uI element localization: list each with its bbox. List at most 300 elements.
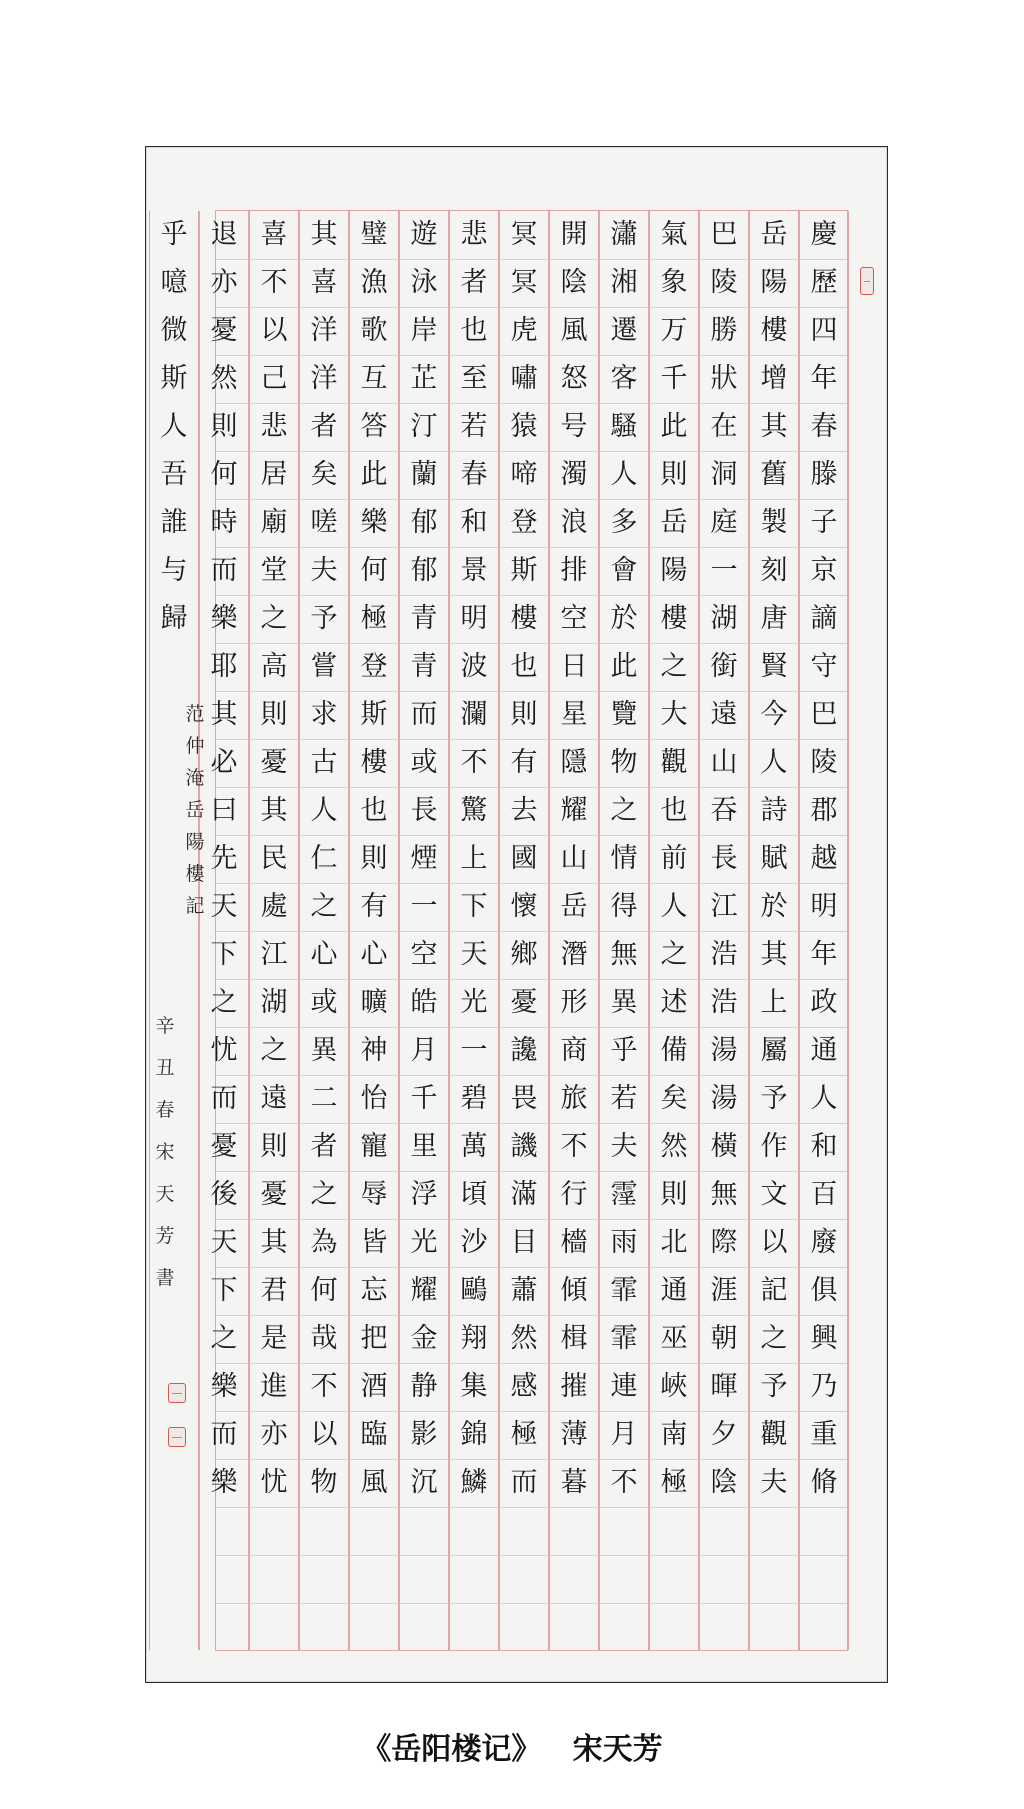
calligraphy-char: 不 (460, 747, 488, 778)
calligraphy-char: 矣 (660, 1083, 688, 1114)
signature-date-char: 書 (155, 1267, 175, 1289)
signature-title-char: 記 (185, 895, 205, 917)
calligraphy-char: 耶 (210, 651, 238, 682)
calligraphy-char: 歌 (360, 315, 388, 346)
signature-title-char: 仲 (185, 735, 205, 757)
calligraphy-char: 鄉 (510, 939, 538, 970)
calligraphy-char: 雨 (610, 1227, 638, 1258)
calligraphy-char: 泳 (410, 267, 438, 298)
calligraphy-char: 忘 (360, 1275, 388, 1306)
calligraphy-char: 異 (610, 987, 638, 1018)
calligraphy-char: 連 (610, 1371, 638, 1402)
calligraphy-char: 虎 (510, 315, 538, 346)
calligraphy-char: 人 (610, 459, 638, 490)
calligraphy-char: 嗟 (310, 507, 338, 538)
calligraphy-char: 必 (210, 747, 238, 778)
calligraphy-char: 大 (660, 699, 688, 730)
calligraphy-char: 增 (760, 363, 788, 394)
calligraphy-char: 把 (360, 1323, 388, 1354)
calligraphy-char: 耀 (560, 795, 588, 826)
calligraphy-char: 年 (810, 363, 838, 394)
calligraphy-char: 或 (410, 747, 438, 778)
calligraphy-char: 高 (260, 651, 288, 682)
calligraphy-char: 岸 (410, 315, 438, 346)
calligraphy-char: 己 (260, 363, 288, 394)
calligraphy-char: 下 (210, 1275, 238, 1306)
calligraphy-char: 金 (410, 1323, 438, 1354)
calligraphy-char: 誰 (160, 507, 188, 538)
calligraphy-char: 開 (560, 219, 588, 250)
calligraphy-char: 不 (310, 1371, 338, 1402)
calligraphy-char: 政 (810, 987, 838, 1018)
calligraphy-char: 岳 (760, 219, 788, 250)
calligraphy-char: 則 (660, 1179, 688, 1210)
calligraphy-char: 樓 (360, 747, 388, 778)
calligraphy-char: 陽 (660, 555, 688, 586)
calligraphy-char: 廢 (810, 1227, 838, 1258)
calligraphy-char: 在 (710, 411, 738, 442)
calligraphy-char: 堂 (260, 555, 288, 586)
calligraphy-char: 勝 (710, 315, 738, 346)
calligraphy-char: 青 (410, 651, 438, 682)
calligraphy-char: 然 (510, 1323, 538, 1354)
signature-seal-stamp-2 (168, 1427, 186, 1447)
signature-date-char: 春 (155, 1099, 175, 1121)
calligraphy-char: 風 (360, 1467, 388, 1498)
calligraphy-char: 氣 (660, 219, 688, 250)
calligraphy-char: 猿 (510, 411, 538, 442)
calligraphy-char: 江 (710, 891, 738, 922)
calligraphy-char: 此 (660, 411, 688, 442)
calligraphy-char: 嘗 (310, 651, 338, 682)
calligraphy-char: 予 (310, 603, 338, 634)
calligraphy-char: 錦 (460, 1419, 488, 1450)
calligraphy-char: 樂 (210, 603, 238, 634)
calligraphy-char: 之 (310, 891, 338, 922)
calligraphy-char: 記 (760, 1275, 788, 1306)
calligraphy-char: 長 (710, 843, 738, 874)
calligraphy-char: 怡 (360, 1083, 388, 1114)
calligraphy-char: 斯 (510, 555, 538, 586)
calligraphy-char: 一 (710, 555, 738, 586)
calligraphy-char: 或 (310, 987, 338, 1018)
calligraphy-char: 懷 (510, 891, 538, 922)
calligraphy-char: 陵 (710, 267, 738, 298)
calligraphy-char: 冥 (510, 219, 538, 250)
calligraphy-char: 千 (660, 363, 688, 394)
calligraphy-char: 忧 (260, 1467, 288, 1498)
calligraphy-char: 岳 (560, 891, 588, 922)
calligraphy-char: 其 (260, 795, 288, 826)
calligraphy-char: 檣 (560, 1227, 588, 1258)
calligraphy-char: 号 (560, 411, 588, 442)
calligraphy-char: 瀾 (460, 699, 488, 730)
calligraphy-char: 不 (560, 1131, 588, 1162)
calligraphy-char: 頃 (460, 1179, 488, 1210)
calligraphy-char: 嘯 (510, 363, 538, 394)
calligraphy-char: 屬 (760, 1035, 788, 1066)
calligraphy-char: 越 (810, 843, 838, 874)
signature-date-char: 天 (155, 1183, 175, 1205)
calligraphy-char: 巴 (710, 219, 738, 250)
calligraphy-char: 而 (410, 699, 438, 730)
calligraphy-char: 影 (410, 1419, 438, 1450)
calligraphy-char: 陽 (760, 267, 788, 298)
calligraphy-char: 會 (610, 555, 638, 586)
calligraphy-char: 此 (360, 459, 388, 490)
calligraphy-char: 蘭 (410, 459, 438, 490)
calligraphy-char: 汀 (410, 411, 438, 442)
calligraphy-char: 目 (510, 1227, 538, 1258)
calligraphy-char: 集 (460, 1371, 488, 1402)
calligraphy-char: 脩 (810, 1467, 838, 1498)
signature-date-char: 宋 (155, 1141, 175, 1163)
calligraphy-char: 象 (660, 267, 688, 298)
calligraphy-char: 浪 (560, 507, 588, 538)
calligraphy-char: 歸 (160, 603, 188, 634)
calligraphy-char: 空 (410, 939, 438, 970)
calligraphy-char: 微 (160, 315, 188, 346)
calligraphy-char: 青 (410, 603, 438, 634)
calligraphy-char: 乎 (160, 219, 188, 250)
calligraphy-char: 郁 (410, 555, 438, 586)
calligraphy-char: 唐 (760, 603, 788, 634)
calligraphy-char: 至 (460, 363, 488, 394)
calligraphy-char: 日 (560, 651, 588, 682)
calligraphy-char: 際 (710, 1227, 738, 1258)
calligraphy-char: 啼 (510, 459, 538, 490)
calligraphy-char: 悲 (460, 219, 488, 250)
calligraphy-char: 人 (160, 411, 188, 442)
calligraphy-char: 狀 (710, 363, 738, 394)
calligraphy-char: 山 (560, 843, 588, 874)
calligraphy-char: 先 (210, 843, 238, 874)
calligraphy-char: 与 (160, 555, 188, 586)
calligraphy-char: 製 (760, 507, 788, 538)
calligraphy-char: 俱 (810, 1275, 838, 1306)
calligraphy-char: 天 (460, 939, 488, 970)
calligraphy-char: 作 (760, 1131, 788, 1162)
calligraphy-char: 若 (610, 1083, 638, 1114)
calligraphy-char: 進 (260, 1371, 288, 1402)
calligraphy-char: 處 (260, 891, 288, 922)
calligraphy-char: 之 (210, 987, 238, 1018)
calligraphy-char: 明 (460, 603, 488, 634)
calligraphy-char: 情 (610, 843, 638, 874)
calligraphy-char: 君 (260, 1275, 288, 1306)
calligraphy-char: 光 (410, 1227, 438, 1258)
calligraphy-char: 明 (810, 891, 838, 922)
calligraphy-char: 子 (810, 507, 838, 538)
calligraphy-char: 辱 (360, 1179, 388, 1210)
calligraphy-char: 吾 (160, 459, 188, 490)
calligraphy-char: 此 (610, 651, 638, 682)
calligraphy-char: 則 (260, 699, 288, 730)
calligraphy-char: 上 (760, 987, 788, 1018)
calligraphy-char: 忧 (210, 1035, 238, 1066)
calligraphy-char: 退 (210, 219, 238, 250)
calligraphy-char: 寵 (360, 1131, 388, 1162)
calligraphy-char: 樂 (210, 1371, 238, 1402)
calligraphy-char: 翔 (460, 1323, 488, 1354)
calligraphy-char: 巫 (660, 1323, 688, 1354)
calligraphy-char: 賦 (760, 843, 788, 874)
calligraphy-char: 夕 (710, 1419, 738, 1450)
calligraphy-char: 湯 (710, 1083, 738, 1114)
calligraphy-char: 浩 (710, 987, 738, 1018)
calligraphy-char: 於 (760, 891, 788, 922)
calligraphy-char: 暮 (560, 1467, 588, 1498)
calligraphy-char: 樓 (510, 603, 538, 634)
calligraphy-char: 神 (360, 1035, 388, 1066)
calligraphy-char: 人 (760, 747, 788, 778)
calligraphy-char: 畏 (510, 1083, 538, 1114)
calligraphy-char: 長 (410, 795, 438, 826)
calligraphy-char: 怒 (560, 363, 588, 394)
calligraphy-char: 興 (810, 1323, 838, 1354)
calligraphy-char: 波 (460, 651, 488, 682)
calligraphy-char: 者 (460, 267, 488, 298)
calligraphy-char: 斯 (160, 363, 188, 394)
calligraphy-char: 二 (310, 1083, 338, 1114)
calligraphy-char: 譏 (510, 1131, 538, 1162)
calligraphy-char: 仁 (310, 843, 338, 874)
calligraphy-char: 求 (310, 699, 338, 730)
calligraphy-char: 洋 (310, 315, 338, 346)
calligraphy-char: 樂 (360, 507, 388, 538)
signature-date-char: 芳 (155, 1225, 175, 1247)
calligraphy-char: 驚 (460, 795, 488, 826)
calligraphy-char: 空 (560, 603, 588, 634)
calligraphy-char: 異 (310, 1035, 338, 1066)
calligraphy-char: 則 (210, 411, 238, 442)
calligraphy-char: 天 (210, 891, 238, 922)
calligraphy-char: 廟 (260, 507, 288, 538)
calligraphy-char: 排 (560, 555, 588, 586)
calligraphy-char: 不 (260, 267, 288, 298)
calligraphy-char: 極 (510, 1419, 538, 1450)
calligraphy-char: 暉 (710, 1371, 738, 1402)
calligraphy-char: 極 (660, 1467, 688, 1498)
signature-seal-stamp-1 (168, 1383, 186, 1403)
calligraphy-char: 憂 (260, 1179, 288, 1210)
signature-date-char: 丑 (155, 1057, 175, 1079)
calligraphy-char: 何 (310, 1275, 338, 1306)
calligraphy-char: 潛 (560, 939, 588, 970)
calligraphy-char: 亦 (210, 267, 238, 298)
calligraphy-char: 重 (810, 1419, 838, 1450)
calligraphy-char: 登 (510, 507, 538, 538)
calligraphy-char: 而 (210, 555, 238, 586)
calligraphy-char: 天 (210, 1227, 238, 1258)
calligraphy-char: 傾 (560, 1275, 588, 1306)
signature-title-char: 范 (185, 703, 205, 725)
calligraphy-char: 耀 (410, 1275, 438, 1306)
calligraphy-char: 曰 (210, 795, 238, 826)
calligraphy-char: 國 (510, 843, 538, 874)
calligraphy-char: 酒 (360, 1371, 388, 1402)
calligraphy-char: 下 (210, 939, 238, 970)
calligraphy-char: 芷 (410, 363, 438, 394)
calligraphy-char: 時 (210, 507, 238, 538)
calligraphy-char: 備 (660, 1035, 688, 1066)
calligraphy-char: 遠 (260, 1083, 288, 1114)
calligraphy-char: 也 (510, 651, 538, 682)
calligraphy-char: 霏 (610, 1323, 638, 1354)
calligraphy-char: 陵 (810, 747, 838, 778)
calligraphy-char: 也 (660, 795, 688, 826)
calligraphy-char: 騷 (610, 411, 638, 442)
calligraphy-char: 得 (610, 891, 638, 922)
calligraphy-artwork (145, 146, 888, 1683)
calligraphy-char: 何 (210, 459, 238, 490)
calligraphy-char: 鷗 (460, 1275, 488, 1306)
calligraphy-char: 而 (210, 1083, 238, 1114)
calligraphy-char: 浩 (710, 939, 738, 970)
calligraphy-char: 春 (810, 411, 838, 442)
calligraphy-char: 旅 (560, 1083, 588, 1114)
calligraphy-char: 憂 (210, 315, 238, 346)
calligraphy-char: 心 (360, 939, 388, 970)
calligraphy-char: 居 (260, 459, 288, 490)
calligraphy-char: 多 (610, 507, 638, 538)
calligraphy-char: 千 (410, 1083, 438, 1114)
calligraphy-char: 霏 (610, 1275, 638, 1306)
calligraphy-char: 蕭 (510, 1275, 538, 1306)
calligraphy-char: 詩 (760, 795, 788, 826)
calligraphy-char: 銜 (710, 651, 738, 682)
calligraphy-char: 通 (810, 1035, 838, 1066)
calligraphy-char: 夫 (310, 555, 338, 586)
calligraphy-char: 有 (360, 891, 388, 922)
calligraphy-char: 以 (310, 1419, 338, 1450)
calligraphy-char: 夫 (610, 1131, 638, 1162)
calligraphy-char: 之 (760, 1323, 788, 1354)
calligraphy-char: 陰 (560, 267, 588, 298)
calligraphy-char: 無 (710, 1179, 738, 1210)
calligraphy-char: 南 (660, 1419, 688, 1450)
calligraphy-char: 以 (260, 315, 288, 346)
calligraphy-char: 星 (560, 699, 588, 730)
calligraphy-char: 有 (510, 747, 538, 778)
calligraphy-char: 之 (660, 939, 688, 970)
calligraphy-char: 橫 (710, 1131, 738, 1162)
calligraphy-char: 喜 (260, 219, 288, 250)
calligraphy-char: 濁 (560, 459, 588, 490)
calligraphy-char: 人 (310, 795, 338, 826)
calligraphy-char: 下 (460, 891, 488, 922)
calligraphy-char: 心 (310, 939, 338, 970)
calligraphy-char: 極 (360, 603, 388, 634)
calligraphy-char: 其 (260, 1227, 288, 1258)
calligraphy-char: 臨 (360, 1419, 388, 1450)
calligraphy-char: 其 (210, 699, 238, 730)
calligraphy-char: 薄 (560, 1419, 588, 1450)
calligraphy-char: 吞 (710, 795, 738, 826)
calligraphy-char: 煙 (410, 843, 438, 874)
calligraphy-char: 於 (610, 603, 638, 634)
calligraphy-char: 曠 (360, 987, 388, 1018)
calligraphy-char: 年 (810, 939, 838, 970)
calligraphy-char: 乃 (810, 1371, 838, 1402)
calligraphy-char: 瀟 (610, 219, 638, 250)
calligraphy-char: 乎 (610, 1035, 638, 1066)
calligraphy-char: 通 (660, 1275, 688, 1306)
calligraphy-char: 光 (460, 987, 488, 1018)
calligraphy-char: 舊 (760, 459, 788, 490)
calligraphy-char: 月 (610, 1419, 638, 1450)
calligraphy-char: 若 (460, 411, 488, 442)
calligraphy-char: 遷 (610, 315, 638, 346)
calligraphy-char: 沙 (460, 1227, 488, 1258)
calligraphy-char: 湖 (260, 987, 288, 1018)
calligraphy-char: 覽 (610, 699, 638, 730)
calligraphy-char: 古 (310, 747, 338, 778)
calligraphy-char: 守 (810, 651, 838, 682)
calligraphy-char: 四 (810, 315, 838, 346)
calligraphy-char: 行 (560, 1179, 588, 1210)
calligraphy-char: 憂 (510, 987, 538, 1018)
calligraphy-char: 前 (660, 843, 688, 874)
calligraphy-char: 涯 (710, 1275, 738, 1306)
calligraphy-char: 者 (310, 1131, 338, 1162)
calligraphy-char: 百 (810, 1179, 838, 1210)
calligraphy-char: 夫 (760, 1467, 788, 1498)
calligraphy-char: 京 (810, 555, 838, 586)
artwork-caption: 《岳阳楼记》 宋天芳 (361, 1732, 663, 1767)
calligraphy-char: 物 (310, 1467, 338, 1498)
calligraphy-char: 刻 (760, 555, 788, 586)
signature-title-char: 淹 (185, 767, 205, 789)
top-seal-stamp (860, 267, 874, 295)
calligraphy-char: 和 (460, 507, 488, 538)
calligraphy-char: 也 (360, 795, 388, 826)
calligraphy-char: 然 (210, 363, 238, 394)
calligraphy-char: 洋 (310, 363, 338, 394)
calligraphy-char: 里 (410, 1131, 438, 1162)
calligraphy-char: 人 (810, 1083, 838, 1114)
calligraphy-char: 和 (810, 1131, 838, 1162)
calligraphy-char: 也 (460, 315, 488, 346)
calligraphy-char: 摧 (560, 1371, 588, 1402)
calligraphy-char: 悲 (260, 411, 288, 442)
calligraphy-char: 物 (610, 747, 638, 778)
calligraphy-char: 北 (660, 1227, 688, 1258)
calligraphy-char: 不 (610, 1467, 638, 1498)
calligraphy-char: 予 (760, 1371, 788, 1402)
calligraphy-char: 月 (410, 1035, 438, 1066)
calligraphy-char: 矣 (310, 459, 338, 490)
calligraphy-char: 則 (260, 1131, 288, 1162)
calligraphy-char: 喜 (310, 267, 338, 298)
calligraphy-char: 是 (260, 1323, 288, 1354)
calligraphy-grid (160, 210, 848, 1651)
calligraphy-char: 憂 (260, 747, 288, 778)
calligraphy-char: 滕 (810, 459, 838, 490)
calligraphy-char: 觀 (760, 1419, 788, 1450)
calligraphy-char: 慶 (810, 219, 838, 250)
calligraphy-char: 則 (660, 459, 688, 490)
calligraphy-char: 朝 (710, 1323, 738, 1354)
calligraphy-char: 讒 (510, 1035, 538, 1066)
calligraphy-char: 民 (260, 843, 288, 874)
calligraphy-char: 皆 (360, 1227, 388, 1258)
calligraphy-char: 漁 (360, 267, 388, 298)
calligraphy-char: 哉 (310, 1323, 338, 1354)
calligraphy-char: 則 (360, 843, 388, 874)
calligraphy-char: 之 (310, 1179, 338, 1210)
calligraphy-char: 景 (460, 555, 488, 586)
